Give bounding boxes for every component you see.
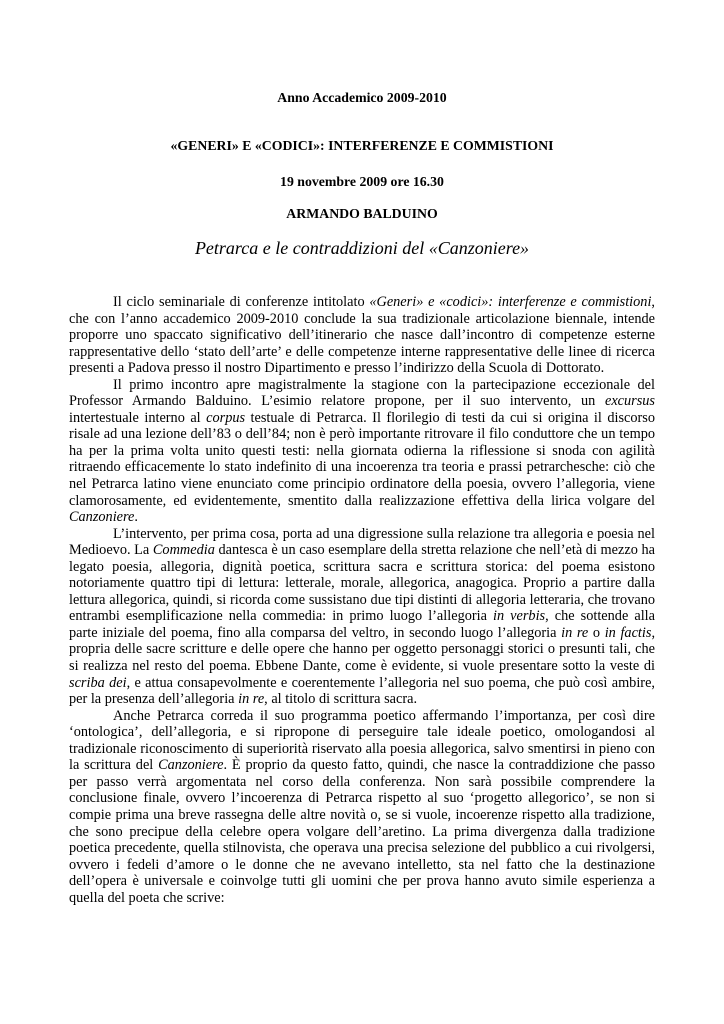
paragraph-3: L’intervento, per prima cosa, porta ad una digressione sulla relazione tra allegoria e poesia nel Medioevo. La Commedia dantesca è un caso esemplare della stretta relazione che nell’età di mezzo ha legato poesia, allegoria, dignità poetica, scrittura sacra e scrittura storica: del poema esistono notoriamente quattro tipi di lettura: letterale, morale, allegorica, anagogica. Proprio a partire dalla lettura allegorica, quindi, si ricorda come sussistano due tipi distinti di allegoria letteraria, che trovano entrambi esemplificazione nella commedia: in primo luogo l’allegoria in verbis, che sottende alla parte iniziale del poema, fino alla comparsa del veltro, in secondo luogo l’allegoria in re o in factis, propria delle sacre scritture e delle opere che hanno per oggetto personaggi storici o presunti tali, che si realizza nel resto del poema. Ebbene Dante, come è evidente, si vuole presentare sotto la veste di scriba dei, e attua consapevolmente e coerentemente l’allegoria nel suo poema, che può così ambire, per la presenza dell’allegoria in re, al titolo di scrittura sacra. [69, 525, 656, 708]
paragraph-4: Anche Petrarca correda il suo programma poetico affermando l’importanza, per così dire ‘ontologica’, dell’allegoria, e si ripropone di perseguire tale ideale poetico, omologandosi al tradizionale riconoscimento di superiorità riservato alla poesia allegorica, salvo smentirsi in pieno con la scrittura del Canzoniere. È proprio da questo fatto, quindi, che nasce la contraddizione che passo per passo verrà argomentata nel corso della conferenza. Non sarà possibile comprendere la conclusione finale, ovvero l’incoerenza di Petrarca rispetto al suo ‘progetto allegorico’, se non si compie prima una breve rassegna delle altre novità o, se si vuole, incoerenze rispetto alla tradizione, che sono precipue della celebre opera volgare dell’aretino. La prima divergenza dalla tradizione poetica precedente, quella stilnovista, che operava una precisa selezione del pubblico a cui rivolgersi, ovvero i fedeli d’amore o le donne che ne avevano intelletto, sta nel fatto che la destinazione dell’opera è universale e coinvolge tutti gli uomini che per prova hanno avuto simile esperienza a quella del poeta che scrive: [69, 707, 655, 906]
lecture-title: Petrarca e le contraddizioni del «Canzoniere» [194, 238, 530, 258]
academic-year: Anno Accademico 2009-2010 [277, 90, 447, 105]
paragraph-1: Il ciclo seminariale di conferenze intitolato «Generi» e «codici»: interferenze e commistioni, che con l’anno accademico 2009-2010 conclude la sua tradizionale articolazione biennale, intende proporre uno spaccato significativo dell’itinerario che nasce dall’incontro di competenze esterne rappresentative dello ‘stato dell’arte’ e delle competenze interne rappresentative delle linee di ricerca presenti a Padova presso il nostro Dipartimento e presso l’indirizzo della Scuola di Dottorato. [69, 294, 655, 377]
paragraph-2: Il primo incontro apre magistralmente la stagione con la partecipazione eccezionale del Professor Armando Balduino. L’esimio relatore propone, per il suo intervento, un excursus intertestuale interno al corpus testuale di Petrarca. Il florilegio di testi da cui si origina il discorso risale ad una lezione dell’83 o dell’84; non è però importante ritrovare il filo conduttore che un tempo ha per la prima volta unito questi testi: nella giornata odierna la riflessione si snoda con agilità ritraendo efficacemente lo stato indefinito di una incoerenza tra teoria e prassi petrarchesche: ciò che nel Petrarca latino viene enunciato come principio ordinatore della poesia, ovvero l’allegoria, viene clamorosamente, ed evidentemente, smentito dalla realizzazione effettiva della lirica volgare del Canzoniere. [69, 376, 656, 526]
speaker-name: ARMANDO BALDUINO [286, 206, 438, 221]
body-text [69, 294, 655, 906]
event-date: 19 novembre 2009 ore 16.30 [280, 174, 444, 189]
seminar-series-title: «GENERI» E «CODICI»: INTERFERENZE E COMMISTIONI [170, 138, 554, 153]
